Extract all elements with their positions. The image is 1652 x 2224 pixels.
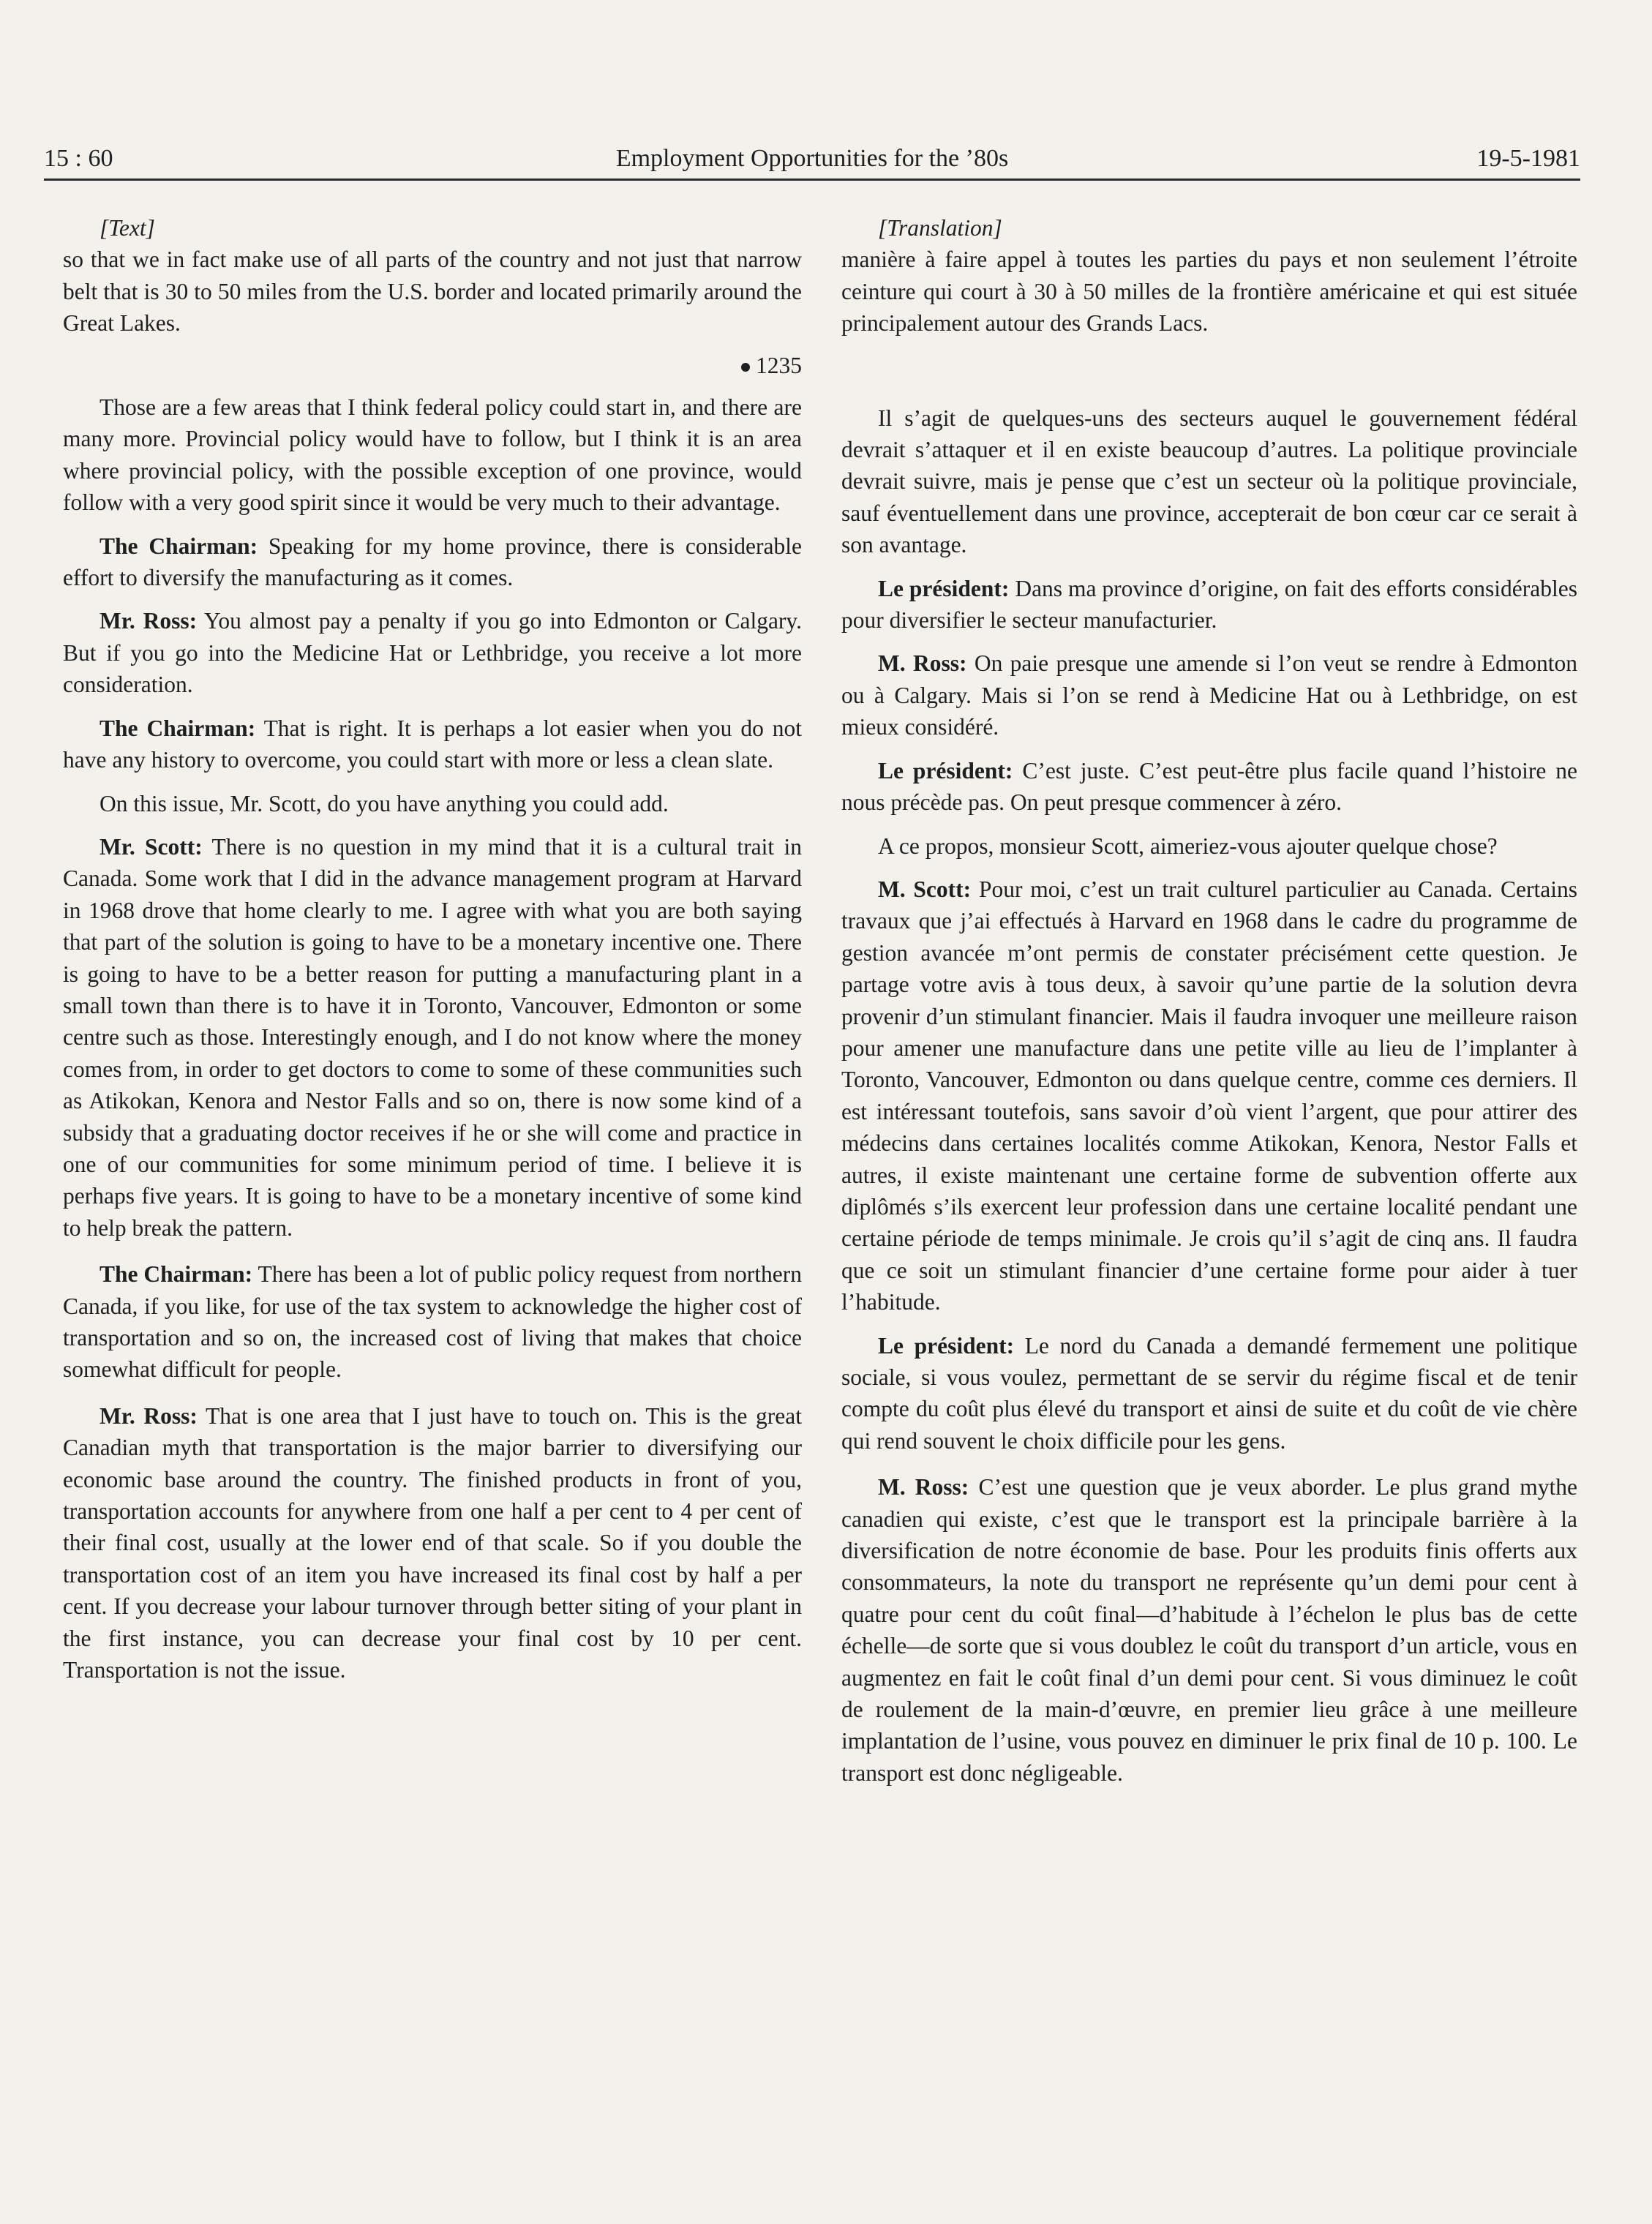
spacer (841, 339, 1577, 402)
speech-text: Speaking for my home province, there is considerable effort to diversify the manufacturing as it comes. (63, 533, 802, 591)
paragraph (841, 1330, 1577, 1457)
paragraph: On this issue, Mr. Scott, do you have anything you could add. (100, 790, 669, 816)
paragraph (841, 573, 1577, 636)
speaker-name: M. Scott: (878, 876, 972, 902)
speaker-name: The Chairman: (100, 1261, 253, 1288)
speech-text: Le nord du Canada a demandé fermement une politique sociale, si vous voulez, permettant de se servir du régime fiscal et de tenir compte du coût plus élevé du transport et ainsi de suite et du coût de vie chère qui rend souvent le choix difficile pour les gens. (841, 1332, 1577, 1454)
running-title: Employment Opportunities for the ’80s (615, 145, 1009, 172)
paragraph (63, 605, 802, 700)
french-column (841, 212, 1577, 1789)
paragraph: so that we in fact make use of all parts of the country and not just that narrow belt that is 30 to 50 miles from the U.S. border and located primarily around the Great Lakes. (63, 247, 802, 337)
timecode (63, 350, 802, 381)
speaker-name: Mr. Scott: (100, 833, 203, 860)
speaker-name: Mr. Ross: (100, 608, 198, 634)
speech-text: There is no question in my mind that it is a cultural trait in Canada. Some work that I did in the advance management program at Harvard in 1968 drove that home clearly to me. I agree with what you are both saying that part of the solution is going to have to be a monetary incentive one. There is going to have to be a better reason for putting a manufacturing plant in a small town than there is to have it in Toronto, Vancouver, Edmonton or some centre such as those. Interestingly enough, and I do not know where the money comes from, in order to get doctors to come to some of these communities such as Atikokan, Kenora and Nestor Falls and so on, there is now some kind of a subsidy that a graduating doctor receives if he or she will come and practice in one of our communities for some minimum period of time. I believe it is perhaps five years. It is going to have to be a monetary incentive of some kind to help break the pattern. (63, 833, 802, 1241)
speech-text: You almost pay a penalty if you go into Edmonton or Calgary. But if you go into the Medicine Hat or Lethbridge, you receive a lot more consideration. (63, 608, 803, 698)
paragraph (63, 530, 802, 594)
speech-text: On paie presque une amende si l’on veut se rendre à Edmonton ou à Calgary. Mais si l’on se rend à Medicine Hat ou à Lethbridge, on est mieux considéré. (841, 650, 1577, 740)
speech-text: Dans ma province d’origine, on fait des efforts considérables pour diversifier le secteur manufacturier. (841, 575, 1577, 634)
timecode-value: 1235 (756, 352, 802, 378)
speaker-name: Le président: (878, 1332, 1015, 1359)
speech-text: There has been a lot of public policy request from northern Canada, if you like, for use of the tax system to acknowledge the higher cost of transportation and so on, the increased cost of living that makes that choice somewhat difficult for people. (63, 1261, 802, 1383)
page-number: 15 : 60 (44, 145, 113, 172)
paragraph: Those are a few areas that I think federal policy could start in, and there are many more. Provincial policy would have to follow, but I think it is an area where provincial policy, with the possible exception of one province, would follow with a very good spirit since it would be very much to their advantage. (63, 394, 802, 516)
speaker-name: M. Ross: (878, 1474, 969, 1500)
page-date: 19-5-1981 (1476, 145, 1580, 172)
speech-text: Pour moi, c’est un trait culturel particulier au Canada. Certains travaux que j’ai effectués à Harvard en 1968 dans le cadre du programme de gestion avancée m’ont permis de constater précisément cette question. Je partage votre avis à tous deux, à savoir qu’une partie de la solution devra provenir d’un stimulant financier. Mais il faudra invoquer une meilleure raison pour amener une manufacture dans une petite ville au lieu de l’implanter à Toronto, Vancouver, Edmonton ou dans quelque centre, comme ces derniers. Il est intéressant toutefois, sans savoir d’où vient l’argent, que pour attirer des médecins dans certaines localités comme Atikokan, Kenora, Nestor Falls et autres, il existe maintenant une certaine forme de subvention offerte aux diplômés s’ils exercent leur profession dans une certaine localité pendant une certaine période de temps minimale. Je crois qu’il s’agit de cinq ans. Il faudra que ce soit un stimulant financier d’une certaine forme pour aider à tuer l’habitude. (841, 876, 1577, 1315)
speaker-name: Le président: (878, 575, 1010, 601)
paragraph (841, 1471, 1577, 1789)
speaker-name: Mr. Ross: (100, 1402, 198, 1429)
page-header (44, 136, 1580, 181)
paragraph: manière à faire appel à toutes les parties du pays et non seulement l’étroite ceinture qui court à 30 à 50 milles de la frontière américaine et qui est située principalement autour des Grands Lacs. (841, 247, 1577, 337)
bullet-icon (741, 363, 750, 372)
column-tag: [Text] (100, 215, 155, 241)
paragraph: Il s’agit de quelques-uns des secteurs auquel le gouvernement fédéral devrait s’attaquer et il en existe beaucoup d’autres. La politique provinciale devrait suivre, mais je pense que c’est un secteur où la politique provinciale, sauf éventuellement dans une province, accepterait de bon cœur car ce serait à son avantage. (841, 405, 1577, 558)
paragraph (841, 874, 1577, 1318)
paragraph (841, 647, 1577, 743)
english-column (63, 212, 802, 1686)
paragraph: A ce propos, monsieur Scott, aimeriez-vous ajouter quelque chose? (878, 833, 1498, 859)
paragraph (63, 1258, 802, 1386)
speech-text: C’est une question que je veux aborder. Le plus grand mythe canadien qui existe, c’est que le transport est la principale barrière à la diversification de notre économie de base. Pour les produits finis offerts aux consommateurs, la note du transport ne représente qu’un demi pour cent à quatre pour cent du coût final—d’habitude à l’échelon le plus bas de cette échelle—de sorte que si vous doublez le coût du transport d’un article, vous en augmentez en fait le coût final d’un demi pour cent. Si vous diminuez le coût de roulement de la main-d’œuvre, en premier lieu grâce à une meilleure implantation de l’usine, vous pouvez en diminuer le prix final de 10 p. 100. Le transport est donc négligeable. (841, 1474, 1577, 1786)
speaker-name: M. Ross: (878, 650, 967, 677)
paragraph (841, 755, 1577, 819)
speaker-name: The Chairman: (100, 715, 256, 741)
speech-text: That is one area that I just have to touch on. This is the great Canadian myth that transportation is the major barrier to diversifying our economic base around the country. The finished products in front of you, transportation accounts for anywhere from one half a per cent to 4 per cent of their final cost, usually at the lower end of that scale. So if you double the transportation cost of an item you have increased its final cost by half a per cent. If you decrease your labour turnover through better siting of your plant in the first instance, you can decrease your final cost by 10 per cent. Transportation is not the issue. (63, 1402, 802, 1683)
speaker-name: The Chairman: (100, 533, 258, 559)
paragraph (63, 1400, 802, 1686)
speech-text: C’est juste. C’est peut-être plus facile quand l’histoire ne nous précède pas. On peut presque commencer à zéro. (841, 757, 1577, 816)
paragraph (63, 713, 802, 776)
speaker-name: Le président: (878, 757, 1013, 784)
speech-text: That is right. It is perhaps a lot easier when you do not have any history to overcome, you could start with more or less a clean slate. (63, 715, 803, 773)
paragraph (63, 831, 802, 1244)
column-tag: [Translation] (878, 215, 1002, 241)
